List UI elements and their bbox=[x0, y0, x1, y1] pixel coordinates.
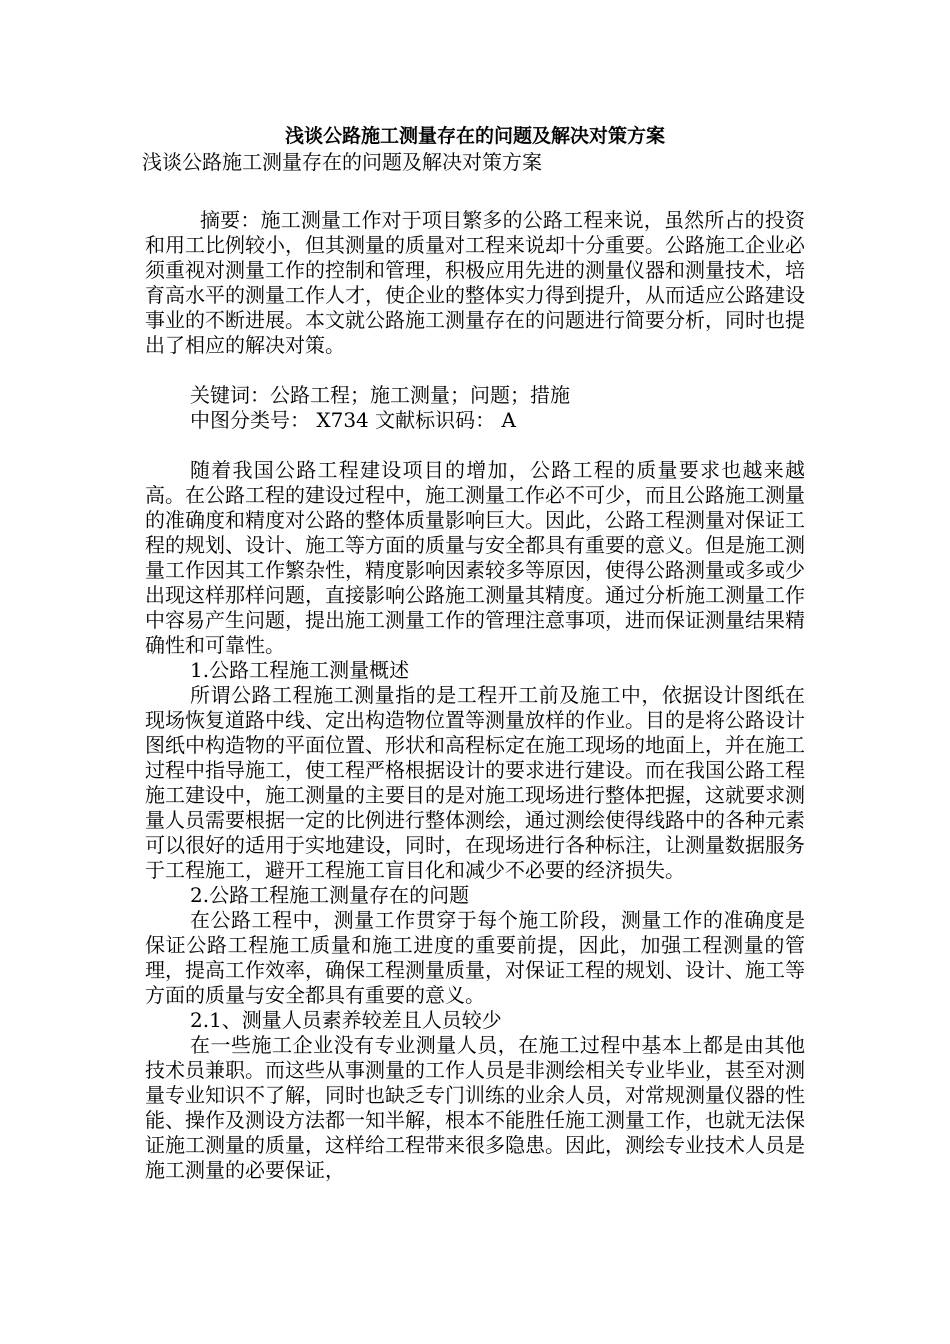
document-subtitle: 浅谈公路施工测量存在的问题及解决对策方案 bbox=[142, 150, 542, 174]
spacer bbox=[145, 433, 805, 458]
section-1-heading: 1.公路工程施工测量概述 bbox=[190, 658, 410, 682]
intro-paragraph: 随着我国公路工程建设项目的增加，公路工程的质量要求也越来越高。在公路工程的建设过程中，施工测量工作必不可少，而且公路施工测量的准确度和精度对公路的整体质量影响巨大。因此，公路工程测量对保证工程的规划、设计、施工等方面的质量与安全都具有重要的意义。但是施工测量工作因其工作繁杂性，精度影响因素较多等原因，使得公路测量或多或少出现这样那样问题，直接影响公路施工测量其精度。通过分析施工测量工作中容易产生问题，提出施工测量工作的管理注意事项，进而保证测量结果精确性和可靠性。 bbox=[145, 458, 805, 657]
abstract-paragraph: 摘要：施工测量工作对于项目繁多的公路工程来说，虽然所占的投资和用工比例较小，但其测量的质量对工程来说却十分重要。公路施工企业必须重视对测量工作的控制和管理，积极应用先进的测量仪器和测量技术，培育高水平的测量工作人才，使企业的整体实力得到提升，从而适应公路建设事业的不断进展。本文就公路施工测量存在的问题进行简要分析，同时也提出了相应的解决对策。 bbox=[145, 208, 805, 357]
section-2-paragraph: 在公路工程中，测量工作贯穿于每个施工阶段，测量工作的准确度是保证公路工程施工质量和施工进度的重要前提，因此，加强工程测量的管理，提高工作效率，确保工程测量质量，对保证工程的规划、设计、施工等方面的质量与安全都具有重要的意义。 bbox=[145, 908, 805, 1007]
section-1-paragraph: 所谓公路工程施工测量指的是工程开工前及施工中，依据设计图纸在现场恢复道路中线、定出构造物位置等测量放样的作业。目的是将公路设计图纸中构造物的平面位置、形状和高程标定在施工现场的地面上，并在施工过程中指导施工，使工程严格根据设计的要求进行建设。而在我国公路工程施工建设中，施工测量的主要目的是对施工现场进行整体把握，这就要求测量人员需要根据一定的比例进行整体测绘，通过测绘使得线路中的各种元素可以很好的适用于实地建设，同时，在现场进行各种标注，让测量数据服务于工程施工，避开工程施工盲目化和减少不必要的经济损失。 bbox=[145, 683, 805, 882]
document-page bbox=[142, 123, 805, 1183]
document-title: 浅谈公路施工测量存在的问题及解决对策方案 bbox=[284, 125, 665, 147]
section-2-1-paragraph: 在一些施工企业没有专业测量人员，在施工过程中基本上都是由其他技术员兼职。而这些从事测量的工作人员是非测绘相关专业毕业，甚至对测量专业知识不了解，同时也缺乏专门训练的业余人员，对常规测量仪器的性能、操作及测设方法都一知半解，根本不能胜任施工测量工作，也就无法保证施工测量的质量，这样给工程带来很多隐患。因此，测绘专业技术人员是施工测量的必要保证， bbox=[145, 1033, 805, 1182]
spacer bbox=[145, 358, 805, 383]
keywords-line: 关键词：公路工程；施工测量；问题；措施 bbox=[190, 383, 570, 407]
classification-line: 中图分类号： X734 文献标识码： A bbox=[190, 408, 516, 432]
section-2-1-heading: 2.1、测量人员素养较差且人员较少 bbox=[190, 1008, 502, 1032]
spacer bbox=[145, 175, 805, 208]
section-2-heading: 2.公路工程施工测量存在的问题 bbox=[190, 883, 470, 907]
